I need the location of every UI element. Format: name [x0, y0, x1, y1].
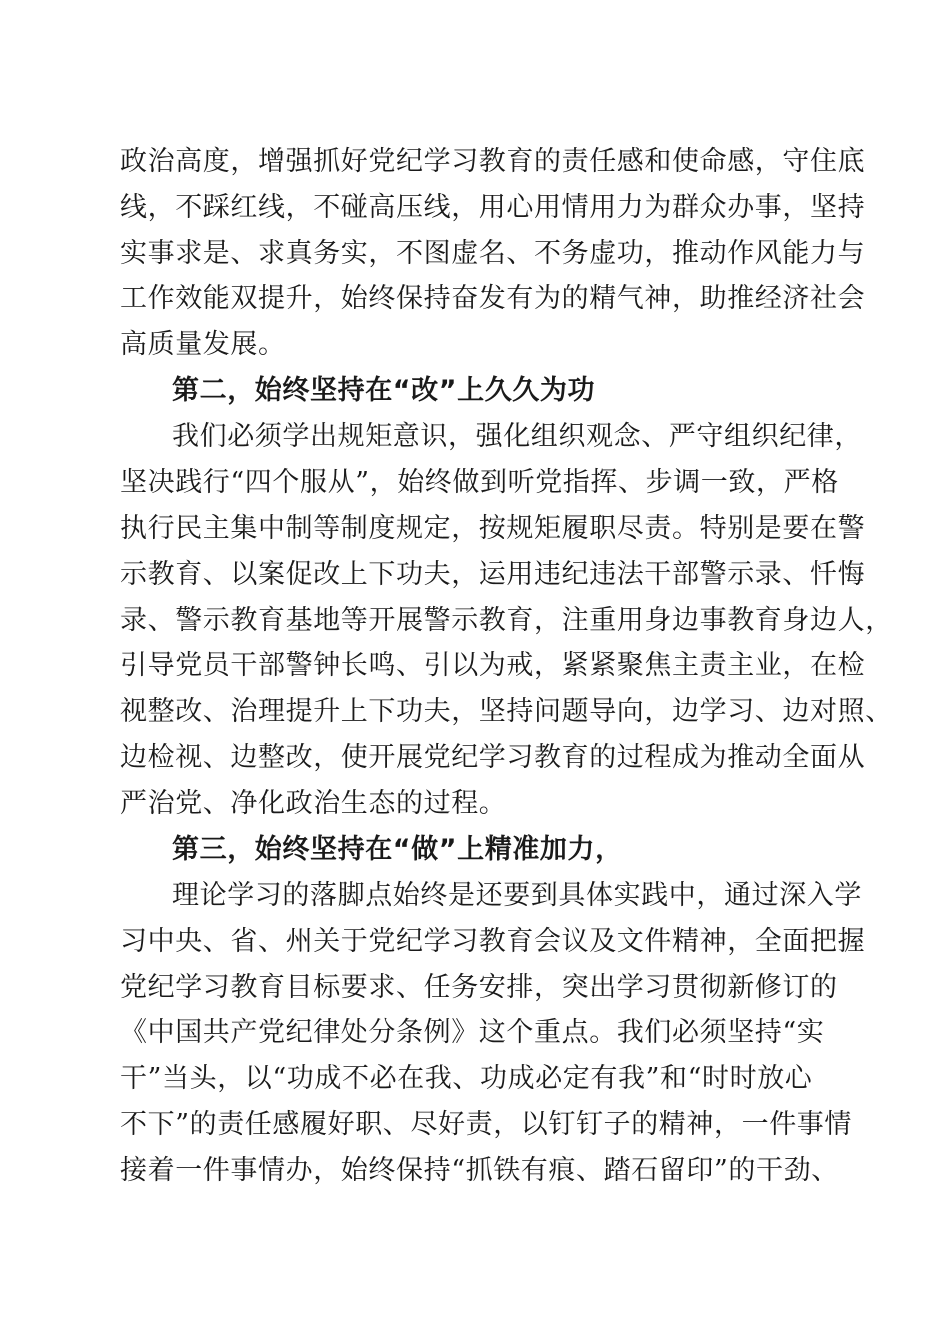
paragraph-line: 严治党、净化政治生态的过程。 [120, 788, 507, 819]
paragraph-line: 高质量发展。 [120, 329, 286, 360]
paragraph-line: 线，不踩红线，不碰高压线，用心用情用力为群众办事，坚持 [120, 192, 866, 223]
paragraph-line: 政治高度，增强抓好党纪学习教育的责任感和使命感，守住底 [120, 146, 866, 177]
section-heading-3: 第三，始终坚持在“做”上精准加力， [172, 834, 623, 865]
paragraph-line: 视整改、治理提升上下功夫，坚持问题导向，边学习、边对照、 [120, 696, 893, 727]
paragraph-line: 我们必须学出规矩意识，强化组织观念、严守组织纪律， [172, 421, 862, 452]
paragraph-line: 执行民主集中制等制度规定，按规矩履职尽责。特别是要在警 [120, 513, 866, 544]
paragraph-line: 工作效能双提升，始终保持奋发有为的精气神，助推经济社会 [120, 283, 866, 314]
section-heading-2: 第二，始终坚持在“改”上久久为功 [172, 375, 596, 406]
paragraph-line: 习中央、省、州关于党纪学习教育会议及文件精神，全面把握 [120, 926, 866, 957]
paragraph-line: 接着一件事情办，始终保持“抓铁有痕、踏石留印”的干劲、 [120, 1155, 839, 1186]
paragraph-line: 实事求是、求真务实，不图虚名、不务虚功，推动作风能力与 [120, 238, 866, 269]
paragraph-line: 《中国共产党纪律处分条例》这个重点。我们必须坚持“实 [120, 1017, 825, 1048]
paragraph-line: 引导党员干部警钟长鸣、引以为戒，紧紧聚焦主责主业，在检 [120, 650, 866, 681]
paragraph-line: 录、警示教育基地等开展警示教育，注重用身边事教育身边人， [120, 605, 893, 636]
paragraph-line: 干”当头，以“功成不必在我、功成必定有我”和“时时放心 [120, 1063, 813, 1094]
paragraph-line: 示教育、以案促改上下功夫，运用违纪违法干部警示录、忏悔 [120, 559, 866, 590]
paragraph-line: 不下”的责任感履好职、尽好责，以钉钉子的精神，一件事情 [120, 1109, 853, 1140]
paragraph-line: 坚决践行“四个服从”，始终做到听党指挥、步调一致，严格 [120, 467, 839, 498]
paragraph-line: 理论学习的落脚点始终是还要到具体实践中，通过深入学 [172, 880, 862, 911]
paragraph-line: 边检视、边整改，使开展党纪学习教育的过程成为推动全面从 [120, 742, 866, 773]
paragraph-line: 党纪学习教育目标要求、任务安排，突出学习贯彻新修订的 [120, 972, 838, 1003]
